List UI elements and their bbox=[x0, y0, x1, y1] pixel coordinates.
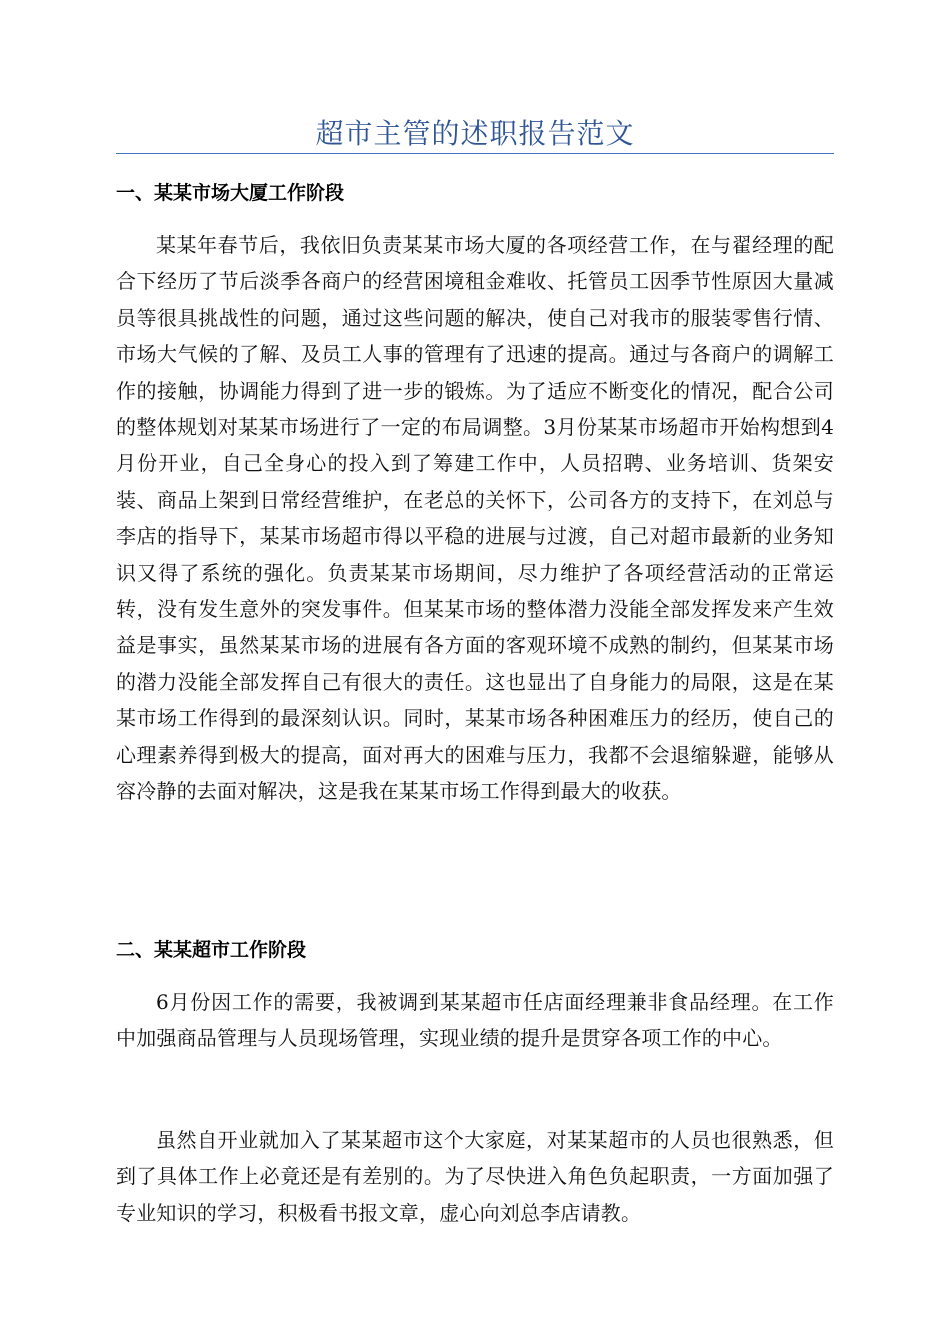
section-2-paragraph-1: 6月份因工作的需要，我被调到某某超市任店面经理兼非食品经理。在工作中加强商品管理与人员现场管理，实现业绩的提升是贯穿各项工作的中心。 bbox=[116, 990, 834, 1051]
section-heading-1: 一、某某市场大厦工作阶段 bbox=[116, 182, 345, 204]
section-heading-2: 二、某某超市工作阶段 bbox=[116, 939, 307, 961]
title-underline bbox=[116, 153, 834, 154]
document-title: 超市主管的述职报告范文 bbox=[315, 117, 635, 150]
section-1-paragraph-1: 某某年春节后，我依旧负责某某市场大厦的各项经营工作，在与翟经理的配合下经历了节后淡季各商户的经营困境租金难收、托管员工因季节性原因大量减员等很具挑战性的问题，通过这些问题的解决，使自己对我市的服装零售行情、市场大气候的了解、及员工人事的管理有了迅速的提高。通过与各商户的调解工作的接触，协调能力得到了进一步的锻炼。为了适应不断变化的情况，配合公司的整体规划对某某市场进行了一定的布局调整。3月份某某市场超市开始构想到4月份开业，自己全身心的投入到了筹建工作中，人员招聘、业务培训、货架安装、商品上架到日常经营维护，在老总的关怀下，公司各方的支持下，在刘总与李店的指导下，某某市场超市得以平稳的进展与过渡，自己对超市最新的业务知识又得了系统的强化。负责某某市场期间，尽力维护了各项经营活动的正常运转，没有发生意外的突发事件。但某某市场的整体潜力没能全部发挥发来产生效益是事实，虽然某某市场的进展有各方面的客观环境不成熟的制约，但某某市场的潜力没能全部发挥自己有很大的责任。这也显出了自身能力的局限，这是在某某市场工作得到的最深刻认识。同时，某某市场各种困难压力的经历，使自己的心理素养得到极大的提高，面对再大的困难与压力，我都不会退缩躲避，能够从容冷静的去面对解决，这是我在某某市场工作得到最大的收获。 bbox=[116, 233, 834, 804]
section-2-paragraph-2: 虽然自开业就加入了某某超市这个大家庭，对某某超市的人员也很熟悉，但到了具体工作上必竟还是有差别的。为了尽快进入角色负起职责，一方面加强了专业知识的学习，积极看书报文章，虚心向刘总李店请教。 bbox=[116, 1128, 834, 1225]
